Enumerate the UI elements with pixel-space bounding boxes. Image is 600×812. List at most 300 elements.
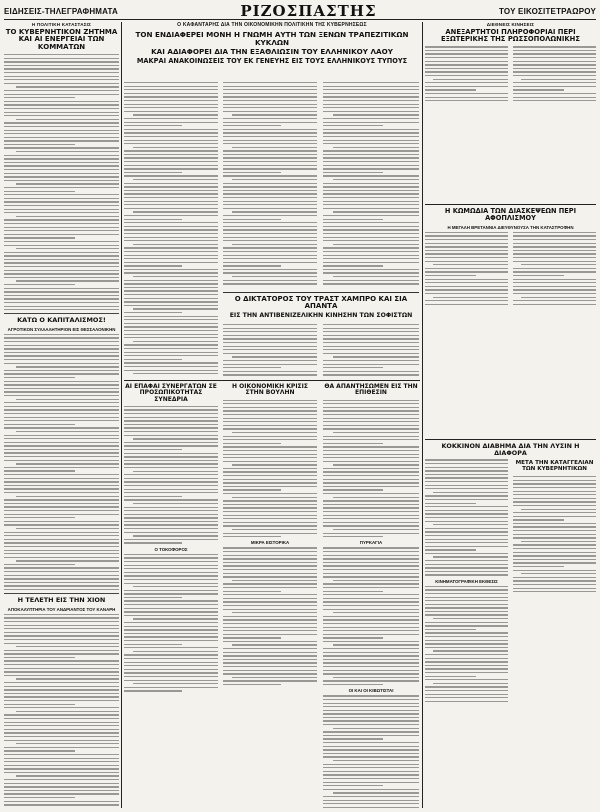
text-line: [323, 627, 419, 628]
text-line: [323, 349, 419, 350]
text-line: [4, 337, 119, 338]
text-line: [124, 665, 218, 666]
text-line: [16, 399, 120, 400]
text-line: [323, 407, 419, 408]
text-line: [4, 488, 119, 489]
text-line: [323, 803, 419, 804]
text-line: [223, 201, 317, 202]
text-line: [223, 247, 317, 248]
text-line: [425, 282, 508, 283]
text-line: [124, 233, 218, 234]
text-line: [425, 600, 508, 601]
text-line: [323, 371, 419, 372]
text-line: [433, 618, 508, 619]
text-line: [124, 204, 218, 205]
text-line: [124, 247, 218, 248]
text-line: [425, 607, 508, 608]
text-line: [4, 234, 119, 235]
left-column: [4, 22, 119, 808]
text-line: [4, 198, 119, 199]
text-line: [16, 560, 120, 561]
text-line: [4, 76, 119, 77]
text-line: [323, 175, 419, 176]
text-line: [124, 654, 218, 655]
text-line: [513, 71, 596, 72]
text-line: [4, 632, 119, 633]
text-line: [4, 341, 119, 342]
text-line: [4, 209, 119, 210]
text-line: [323, 425, 419, 426]
text-line: [124, 478, 218, 479]
text-line: [223, 208, 317, 209]
text-line: [323, 742, 419, 743]
text-line: [124, 229, 218, 230]
text-line: [4, 144, 75, 145]
text-line: [223, 576, 317, 577]
text-line: [323, 364, 419, 365]
center-lower-col-3: [323, 383, 419, 808]
text-line: [323, 479, 419, 480]
text-line: [4, 521, 119, 522]
text-line: [425, 239, 508, 240]
text-line: [4, 478, 119, 479]
text-line: [223, 511, 317, 512]
text-line: [124, 330, 218, 331]
text-line: [223, 587, 317, 588]
text-line: [323, 93, 419, 94]
text-line: [323, 764, 419, 765]
text-line: [323, 713, 419, 714]
text-line: [223, 591, 281, 592]
text-line: [4, 101, 119, 102]
text-line: [323, 255, 419, 256]
text-line: [513, 275, 564, 276]
text-line: [323, 609, 419, 610]
text-line: [133, 179, 218, 180]
text-line: [4, 223, 119, 224]
right-headline: ΑΝΕΞΑΡΤΗΤΟΙ ΠΛΗΡΟΦΟΡΙΑΙ ΠΕΡΙ ΕΞΩΤΕΡΙΚΗΣ ΤΗΣ ΡΩΣΣΟΠΟΛΩΝΙΚΗΣ: [441, 28, 580, 44]
right-headline-2: Η ΚΩΜΩΔΙΑ ΤΩΝ ΔΙΑΣΚΕΨΕΩΝ ΠΕΡΙ ΑΦΟΠΛΙΣΜΟΥ: [444, 207, 577, 222]
text-line: [323, 471, 419, 472]
text-line: [4, 104, 119, 105]
text-line: [223, 659, 317, 660]
text-line: [223, 428, 317, 429]
text-line: [223, 229, 317, 230]
center-mid-col-2: [323, 324, 419, 378]
text-line: [425, 485, 508, 486]
text-line: [124, 442, 218, 443]
text-line: [4, 384, 119, 385]
text-line: [223, 637, 281, 638]
text-line: [425, 574, 508, 575]
text-line: [16, 366, 120, 367]
text-line: [124, 579, 218, 580]
text-line: [323, 183, 419, 184]
text-line: [4, 452, 119, 453]
text-line: [4, 664, 119, 665]
text-line: [223, 283, 317, 284]
text-line: [425, 694, 508, 695]
text-line: [323, 374, 419, 375]
text-line: [4, 191, 75, 192]
text-line: [124, 680, 218, 681]
text-line: [4, 227, 119, 228]
text-line: [4, 736, 119, 737]
text-line: [124, 669, 218, 670]
text-line: [124, 456, 218, 457]
text-line: [4, 65, 119, 66]
text-line: [124, 554, 218, 555]
text-line: [425, 53, 508, 54]
text-line: [323, 789, 419, 790]
text-line: [4, 761, 119, 762]
text-line: [323, 699, 419, 700]
text-line: [4, 689, 119, 690]
text-line: [4, 130, 119, 131]
text-line: [323, 637, 383, 638]
text-line: [4, 589, 119, 590]
body-text: [124, 82, 218, 374]
text-line: [223, 648, 317, 649]
text-line: [323, 616, 419, 617]
text-line: [223, 609, 317, 610]
text-line: [4, 542, 119, 543]
text-line: [513, 82, 596, 83]
text-line: [425, 510, 508, 511]
text-line: [124, 611, 218, 612]
text-line: [4, 499, 119, 500]
text-line: [4, 470, 75, 471]
text-line: [425, 50, 508, 51]
text-line: [4, 352, 119, 353]
text-line: [323, 247, 419, 248]
text-line: [232, 114, 317, 115]
text-line: [4, 539, 119, 540]
text-line: [513, 491, 596, 492]
text-line: [4, 485, 119, 486]
text-line: [232, 677, 317, 678]
text-line: [124, 514, 218, 515]
text-line: [124, 287, 218, 288]
left-subhead-3: ΑΠΟΚΑΛΥΠΤΗΡΙΑ ΤΟΥ ΑΝΔΡΙΑΝΤΟΣ ΤΟΥ ΚΑΝΑΡΗ: [7, 606, 116, 612]
text-line: [124, 172, 182, 173]
text-line: [124, 258, 218, 259]
text-line: [223, 565, 317, 566]
masthead: [4, 3, 596, 20]
text-line: [223, 86, 317, 87]
text-line: [513, 559, 596, 560]
text-line: [425, 275, 476, 276]
text-line: [323, 518, 419, 519]
text-line: [425, 61, 508, 62]
text-line: [223, 522, 317, 523]
text-line: [323, 132, 419, 133]
text-line: [425, 463, 508, 464]
text-line: [513, 289, 596, 290]
text-line: [513, 93, 596, 94]
text-line: [223, 82, 317, 83]
text-line: [425, 513, 508, 514]
text-line: [323, 204, 419, 205]
text-line: [124, 294, 218, 295]
text-line: [223, 360, 317, 361]
text-line: [124, 532, 218, 533]
text-line: [4, 700, 119, 701]
text-line: [323, 154, 419, 155]
text-line: [4, 158, 119, 159]
text-line: [223, 183, 317, 184]
text-line: [513, 235, 596, 236]
text-line: [425, 686, 508, 687]
text-line: [4, 793, 119, 794]
center-headline-b: ΚΑΙ ΑΔΙΑΦΟΡΕΙ ΔΙΑ ΤΗΝ ΕΞΑΘΛΙΩΣΙΝ ΤΟΥ ΕΛΛΗΝΙΚΟΥ ΛΑΟΥ: [151, 47, 393, 57]
right-top: [425, 22, 596, 202]
text-line: [323, 360, 419, 361]
text-line: [4, 653, 119, 654]
text-line: [425, 89, 476, 90]
text-line: [323, 717, 419, 718]
right-kicker: ΔΙΕΘΝΕΙΣ ΚΙΝΗΣΕΙΣ: [486, 22, 535, 27]
text-line: [223, 493, 317, 494]
text-line: [4, 492, 119, 493]
text-line: [513, 512, 596, 513]
text-line: [333, 432, 419, 433]
text-line: [4, 252, 119, 253]
text-line: [513, 61, 596, 62]
text-line: [124, 604, 218, 605]
text-line: [223, 403, 317, 404]
text-line: [124, 474, 218, 475]
text-line: [16, 528, 120, 529]
text-line: [513, 261, 596, 262]
text-line: [513, 279, 596, 280]
right-article-1a: [425, 46, 508, 104]
text-line: [4, 270, 119, 271]
text-line: [223, 601, 317, 602]
text-line: [223, 410, 317, 411]
section-label: ΕΙΔΗΣΕΙΣ-ΤΗΛΕΓΡΑΦΗΜΑΤΑ: [4, 6, 118, 16]
text-line: [513, 268, 596, 269]
text-line: [323, 724, 419, 725]
text-line: [323, 807, 419, 808]
text-line: [223, 215, 317, 216]
center-mid-headline: Ο ΔΙΚΤΑΤΟΡΟΣ ΤΟΥ ΤΡΑΣΤ ΧΑΜΠΡΟ ΚΑΙ ΣΙΑ ΑΠΑΝΤΑ: [234, 295, 408, 311]
text-line: [223, 265, 281, 266]
text-line: [323, 222, 419, 223]
text-line: [4, 625, 119, 626]
text-line: [16, 119, 120, 120]
text-line: [124, 129, 218, 130]
right-small-headline: ΚΙΝΗΜΑΤΟΓΡΑΦΙΚΗ ΕΚΘΕΣΙΣ: [435, 578, 498, 584]
text-line: [425, 546, 508, 547]
text-line: [333, 276, 419, 277]
text-line: [323, 680, 419, 681]
text-line: [4, 137, 119, 138]
text-line: [223, 468, 317, 469]
text-line: [4, 675, 119, 676]
text-line: [223, 129, 317, 130]
text-line: [124, 463, 218, 464]
text-line: [232, 211, 317, 212]
text-line: [323, 493, 419, 494]
text-line: [133, 471, 218, 472]
text-line: [323, 335, 419, 336]
text-line: [513, 519, 564, 520]
text-line: [4, 133, 119, 134]
text-line: [124, 316, 218, 317]
text-line: [425, 690, 508, 691]
text-line: [513, 487, 596, 488]
text-line: [124, 420, 218, 421]
text-line: [124, 542, 182, 543]
text-line: [323, 150, 419, 151]
text-line: [4, 550, 119, 551]
text-line: [323, 641, 419, 642]
text-line: [425, 304, 508, 305]
text-line: [323, 172, 383, 173]
text-line: [223, 346, 317, 347]
text-line: [16, 431, 120, 432]
text-line: [4, 427, 119, 428]
text-line: [124, 298, 218, 299]
text-line: [223, 489, 281, 490]
text-line: [223, 407, 317, 408]
text-line: [223, 172, 281, 173]
text-line: [4, 147, 119, 148]
text-line: [124, 492, 218, 493]
text-line: [232, 464, 317, 465]
small-headline-4: ΟΙ ΚΑΙ ΟΙ ΚΙΒΩΤΙΣΤΑΙ: [348, 688, 394, 694]
text-line: [223, 594, 317, 595]
text-line: [425, 477, 508, 478]
text-line: [323, 695, 419, 696]
text-line: [223, 666, 317, 667]
text-line: [425, 71, 508, 72]
text-line: [4, 621, 119, 622]
text-line: [425, 93, 508, 94]
text-line: [323, 515, 419, 516]
text-line: [124, 82, 218, 83]
text-line: [323, 659, 419, 660]
text-line: [323, 648, 419, 649]
text-line: [333, 179, 419, 180]
text-line: [4, 682, 119, 683]
text-line: [323, 569, 419, 570]
text-line: [323, 454, 419, 455]
text-line: [521, 509, 596, 510]
text-line: [223, 342, 317, 343]
text-line: [133, 373, 218, 374]
text-line: [4, 187, 119, 188]
text-line: [323, 507, 419, 508]
text-line: [513, 89, 564, 90]
text-line: [323, 753, 419, 754]
text-line: [4, 660, 119, 661]
text-line: [425, 629, 476, 630]
text-line: [124, 348, 218, 349]
text-line: [223, 371, 317, 372]
text-line: [223, 118, 317, 119]
text-line: [425, 289, 508, 290]
text-line: [223, 558, 317, 559]
text-line: [124, 132, 218, 133]
text-line: [4, 173, 119, 174]
text-line: [124, 676, 218, 677]
text-line: [323, 118, 419, 119]
text-line: [124, 190, 218, 191]
text-line: [323, 418, 419, 419]
text-line: [425, 643, 508, 644]
text-line: [4, 241, 119, 242]
text-line: [223, 569, 317, 570]
text-line: [323, 619, 419, 620]
text-line: [333, 497, 419, 498]
text-line: [425, 604, 508, 605]
text-line: [4, 650, 119, 651]
text-line: [4, 266, 119, 267]
text-line: [4, 205, 119, 206]
text-line: [4, 614, 119, 615]
text-line: [323, 208, 419, 209]
text-line: [4, 467, 119, 468]
text-line: [521, 79, 596, 80]
text-line: [133, 114, 218, 115]
text-line: [124, 427, 218, 428]
text-line: [323, 258, 419, 259]
text-line: [133, 244, 218, 245]
text-line: [323, 771, 419, 772]
text-line: [513, 526, 596, 527]
text-line: [232, 529, 317, 530]
text-line: [124, 122, 218, 123]
text-line: [4, 617, 119, 618]
text-line: [133, 341, 218, 342]
text-line: [223, 338, 317, 339]
text-line: [223, 186, 317, 187]
text-line: [124, 622, 218, 623]
text-line: [124, 633, 218, 634]
text-line: [323, 800, 419, 801]
text-line: [513, 304, 596, 305]
text-line: [4, 635, 119, 636]
text-line: [4, 363, 119, 364]
text-line: [124, 93, 218, 94]
text-line: [223, 507, 317, 508]
text-line: [323, 283, 419, 284]
text-line: [513, 246, 596, 247]
text-line: [223, 573, 317, 574]
text-line: [4, 201, 119, 202]
text-line: [124, 409, 218, 410]
text-line: [223, 482, 317, 483]
text-line: [223, 240, 317, 241]
text-line: [425, 560, 508, 561]
text-line: [124, 507, 218, 508]
text-line: [323, 410, 419, 411]
text-line: [425, 647, 508, 648]
text-line: [223, 443, 281, 444]
text-line: [223, 154, 317, 155]
text-line: [124, 334, 218, 335]
text-line: [323, 331, 419, 332]
text-line: [333, 211, 419, 212]
small-headline-3: ΠΥΡΚΑΓΙΑ: [359, 540, 383, 546]
text-line: [323, 591, 383, 592]
text-line: [425, 232, 508, 233]
left-article-3: [4, 614, 119, 808]
text-line: [223, 684, 281, 685]
text-line: [513, 293, 596, 294]
